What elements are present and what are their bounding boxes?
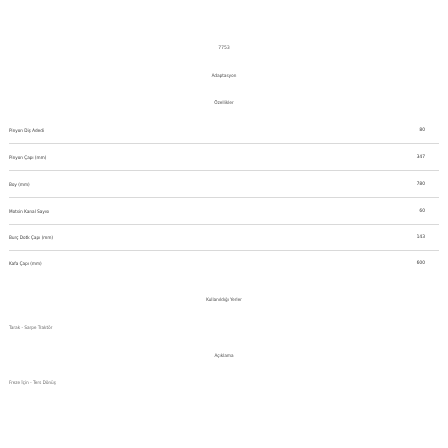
spec-label: Pinyon Diş Adedi [9,128,45,133]
usage-heading: Kullanıldığı Yerler [206,297,242,302]
section-title: Adaptasyon [211,73,237,78]
spec-label: Burç Dotk Çapı (mm) [9,235,54,240]
usage-text: Tarak - Sarpe Traktör [9,325,53,330]
row-divider [9,250,439,251]
spec-label: Kafa Çapı (mm) [9,261,42,266]
spec-label: Boy (mm) [9,182,30,187]
description-heading: Açıklama [214,353,234,358]
spec-value: 780 [416,182,425,187]
row-divider [9,224,439,225]
row-divider [9,170,439,171]
spec-value: 143 [416,235,425,240]
spec-value: 347 [416,155,425,160]
row-divider [9,197,439,198]
spec-label: Pinyon Çapı (mm) [9,155,47,160]
product-code: 7753 [218,46,230,51]
section-subtitle: Özellikler [214,100,234,105]
spec-value: 60 [419,209,425,214]
description-text: Freze İçin - Ters Dönüş [9,380,56,385]
spec-value: 80 [419,128,425,133]
spec-value: 600 [416,261,425,266]
row-divider [9,143,439,144]
spec-label: Motsin Kanal Sayısı [9,209,50,214]
